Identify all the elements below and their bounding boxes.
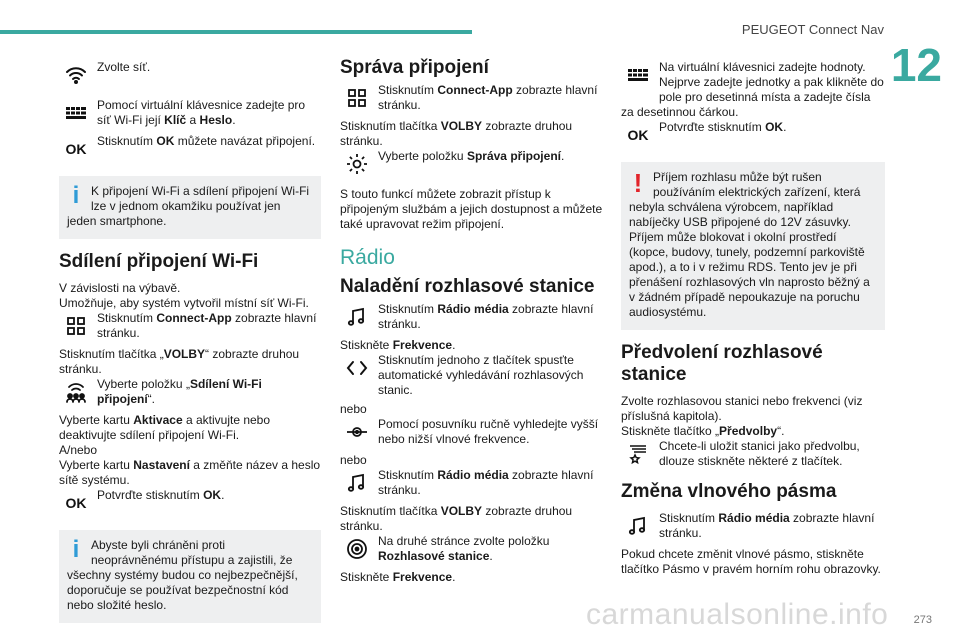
column-left: Zvolte síť. Pomocí virtuální klávesnice zadejte pro síť Wi-Fi její Klíč a Heslo. OK Stisknutím OK můžete navázat připojení. i K připojení Wi-Fi a sdílení připojení Wi-Fi lze v jednom okamžiku používat jen jeden smartphone. Sdílení připojení Wi-Fi V závislosti na výbavě. Umožňuje, aby systém vytvořil místní síť Wi-Fi. Stisknutím Connect-App zobrazte hlavní stránku. Stisknutím tlačítka „VOLBY“ zobrazte druhou stránku. Vyberte položku „Sdílení Wi-Fi připojení“. Vyberte kartu Aktivace a aktivujte nebo deaktivujte sdílení připojení Wi-Fi. A/nebo Vyberte kartu Nastavení a změňte název a heslo sítě systému. OK Potvrďte stisknutím OK. i Abyste byli chráněni proti neoprávněnému přístupu a zajistili, že všechny systémy budou co nejbezpečnější, doporučuje se používat bezpečnostní kód nebo složité heslo. xyxy=(59,60,321,635)
preset-star-icon xyxy=(621,439,655,469)
step-radio-media: Stisknutím Rádio média zobrazte hlavní stránku. xyxy=(340,302,604,334)
step-ok-connect: OK Stisknutím OK můžete navázat připojení. xyxy=(59,134,321,166)
step-manual-slider: Pomocí posuvníku ručně vyhledejte vyšší nebo nižší vlnové frekvence. xyxy=(340,417,604,449)
slider-icon xyxy=(340,417,374,447)
step-band-radio-media: Stisknutím Rádio média zobrazte hlavní stránku. xyxy=(621,511,885,543)
step-select-network: Zvolte síť. xyxy=(59,60,321,92)
step-wifi-share-select: Vyberte položku „Sdílení Wi-Fi připojení“. xyxy=(59,377,321,409)
ok-button-icon: OK xyxy=(59,134,93,164)
column-middle: Správa připojení Stisknutím Connect-App zobrazte hlavní stránku. Stisknutím tlačítka VOLBY zobrazte druhou stránku. Vyberte položku Správa připojení. S touto funkcí můžete zobrazit přístup k připojeným službám a jejich dostupnost a můžete také upravovat režim připojení. Rádio Naladění rozhlasové stanice Stisknutím Rádio média zobrazte hlavní stránku. Stiskněte Frekvence. Stisknutím jednoho z tlačítek spusťte automatické vyhledávání rozhlasových stanic. nebo Pomocí posuvníku ručně vyhledejte vyšší nebo nižší vlnové frekvence. nebo Stisknutím Rádio média zobrazte hlavní stránku. Stisknutím tlačítka VOLBY zobrazte druhou stránku. Na druhé stránce zvolte položku Rozhlasové stanice. Stiskněte Frekvence. xyxy=(340,57,603,584)
page-number: 273 xyxy=(913,614,932,626)
heading-tuning: Naladění rozhlasové stanice xyxy=(340,276,595,297)
connect-app-icon xyxy=(340,83,374,113)
music-note-icon xyxy=(340,468,374,498)
warning-icon: ! xyxy=(633,168,643,198)
info-icon: i xyxy=(72,182,80,209)
info-note-single-smartphone: i K připojení Wi-Fi a sdílení připojení Wi-Fi lze v jednom okamžiku používat jen jeden smartphone. xyxy=(59,176,321,239)
header-title: PEUGEOT Connect Nav xyxy=(741,22,884,37)
heading-wifi-sharing: Sdílení připojení Wi-Fi xyxy=(59,251,259,272)
ok-button-icon: OK xyxy=(59,488,93,518)
heading-connection-management: Správa připojení xyxy=(340,57,489,78)
keyboard-icon xyxy=(59,98,93,128)
gear-icon xyxy=(340,149,374,179)
step-keyboard: Pomocí virtuální klávesnice zadejte pro síť Wi-Fi její Klíč a Heslo. xyxy=(59,98,321,130)
keyboard-icon xyxy=(621,60,655,90)
step-auto-search: Stisknutím jednoho z tlačítek spusťte automatické vyhledávání rozhlasových stanic. xyxy=(340,353,604,398)
column-right: Na virtuální klávesnici zadejte hodnoty. Nejprve zadejte jednotky a pak klikněte do pole pro desetinná místa a zadejte čísla za desetinnou čárkou. OK Potvrďte stisknutím OK. ! Příjem rozhlasu může být rušen používáním elektrických zařízení, která nebyla schválena výrobcem, například nabíječky USB připojené do 12V zásuvky. Příjem může blokovat i okolní prostředí (kopce, budovy, tunely, podzemní parkoviště apod.), a to i v režimu RDS. Tento jev je při přenášení rozhlasových vln naprosto běžný a v žádném případě nepoukazuje na poruchu audiosystému. Předvolení rozhlasové stanice Zvolte rozhlasovou stanici nebo frekvenci (viz příslušná kapitola). Stiskněte tlačítko „Předvolby“. Chcete-li uložit stanici jako předvolbu, dlouze stiskněte některé z tlačítek. Změna vlnového pásma Stisknutím Rádio média zobrazte hlavní stránku. Pokud chcete změnit vlnové pásmo, stiskněte tlačítko Pásmo v pravém horním rohu obrazovky. xyxy=(621,60,884,576)
music-note-icon xyxy=(621,511,655,541)
music-note-icon xyxy=(340,302,374,332)
heading-band: Změna vlnového pásma xyxy=(621,481,837,502)
heading-presets: Předvolení rozhlasové stanice xyxy=(621,342,823,385)
step-radio-stations: Na druhé stránce zvolte položku Rozhlasové stanice. xyxy=(340,534,604,566)
wifi-icon xyxy=(59,60,93,90)
step-confirm-ok: OK Potvrďte stisknutím OK. xyxy=(621,120,885,152)
step-connect-app: Stisknutím Connect-App zobrazte hlavní stránku. xyxy=(340,83,604,115)
header-accent-bar xyxy=(0,30,472,34)
info-note-security: i Abyste byli chráněni proti neoprávněnému přístupu a zajistili, že všechny systémy budou co nejbezpečnější, doporučuje se používat bezpečnostní kód nebo složité heslo. xyxy=(59,530,321,623)
chevron-left-right-icon xyxy=(340,353,374,383)
section-radio-title: Rádio xyxy=(340,246,395,269)
warning-note-interference: ! Příjem rozhlasu může být rušen používáním elektrických zařízení, která nebyla schválena výrobcem, například nabíječky USB připojené do 12V zásuvky. Příjem může blokovat i okolní prostředí (kopce, budovy, tunely, podzemní parkoviště apod.), a to i v režimu RDS. Tento jev je při přenášení rozhlasových vln naprosto běžný a v žádném případě nepoukazuje na poruchu audiosystému. xyxy=(621,162,885,330)
step-manage-select: Vyberte položku Správa připojení. xyxy=(340,149,604,181)
wifi-sharing-icon xyxy=(59,377,93,407)
step-save-preset: Chcete-li uložit stanici jako předvolbu, dlouze stiskněte některé z tlačítek. xyxy=(621,439,885,471)
chapter-number: 12 xyxy=(890,39,942,91)
step-radio-media-2: Stisknutím Rádio média zobrazte hlavní stránku. xyxy=(340,468,604,500)
step-confirm-ok: OK Potvrďte stisknutím OK. xyxy=(59,488,321,520)
ok-button-icon: OK xyxy=(621,120,655,150)
info-icon: i xyxy=(72,536,80,563)
step-keyboard-values: Na virtuální klávesnici zadejte hodnoty. Nejprve zadejte jednotky a pak klikněte do pole pro desetinná místa a zadejte čísla za desetinnou čárkou. xyxy=(621,60,884,119)
connect-app-icon xyxy=(59,311,93,341)
watermark: carmanualsonline.info xyxy=(586,598,889,631)
step-connect-app: Stisknutím Connect-App zobrazte hlavní stránku. xyxy=(59,311,321,343)
radio-station-icon xyxy=(340,534,374,564)
